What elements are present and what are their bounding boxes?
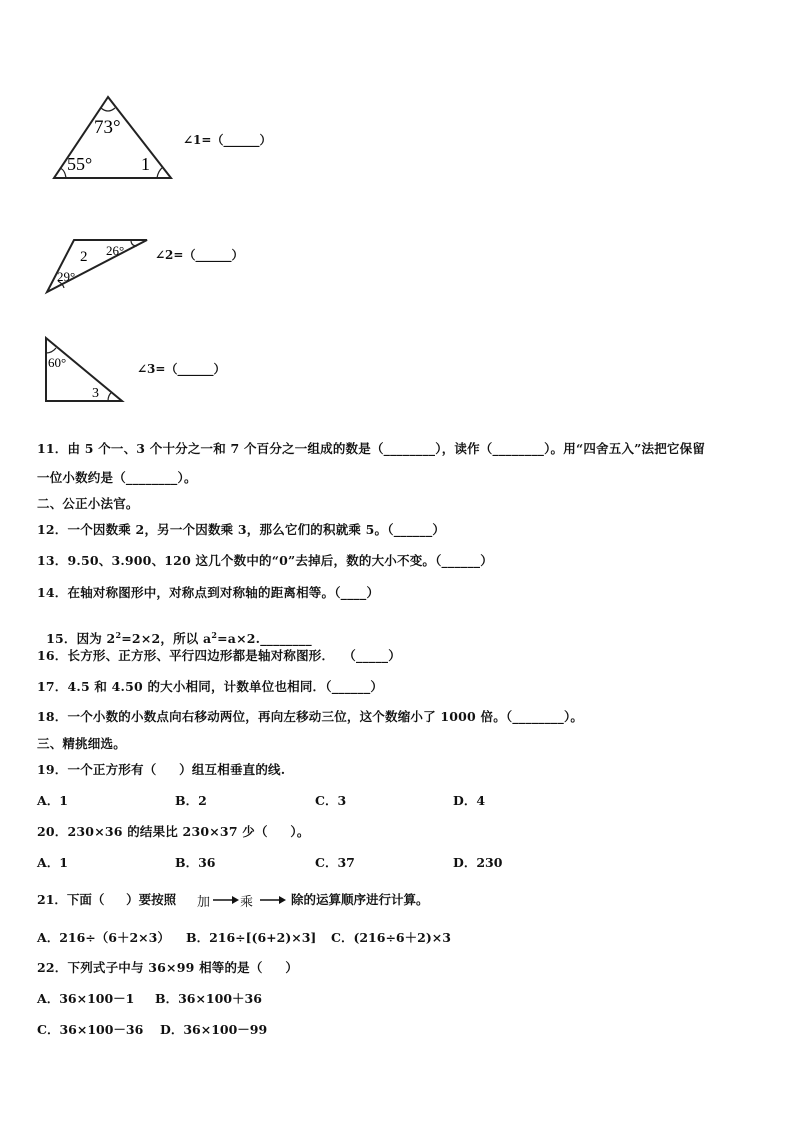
question-21-option-c[interactable]: C．(216÷6＋2)×3 bbox=[331, 930, 451, 945]
triangle-3-drawing bbox=[42, 335, 132, 405]
arrow-right-icon bbox=[212, 895, 240, 905]
question-15-sup-2: 2 bbox=[211, 629, 218, 640]
question-19-option-b[interactable]: B．2 bbox=[175, 793, 207, 808]
question-22-option-d[interactable]: D．36×100－99 bbox=[160, 1022, 268, 1037]
triangle-1-drawing bbox=[46, 92, 186, 192]
question-14: 14．在轴对称图形中，对称点到对称轴的距离相等。（____） bbox=[37, 585, 380, 600]
question-21-op-multiply: 乘 bbox=[240, 895, 254, 910]
triangle-figure-3 bbox=[42, 335, 132, 405]
question-16: 16．长方形、正方形、平行四边形都是轴对称图形． （_____） bbox=[37, 648, 401, 663]
question-15-pre: 15．因为 2 bbox=[46, 631, 116, 646]
triangle-figure-2 bbox=[44, 237, 154, 297]
section-3-heading: 三、精挑细选。 bbox=[37, 736, 126, 751]
question-21-option-a[interactable]: A．216÷（6＋2×3） bbox=[37, 930, 170, 945]
question-20-option-c[interactable]: C．37 bbox=[315, 855, 355, 870]
angle-1-answer: ∠1=（______） bbox=[183, 133, 272, 147]
question-18: 18．一个小数的小数点向右移动两位，再向左移动三位，这个数缩小了 1000 倍。（________）。 bbox=[37, 709, 584, 724]
question-19-stem: 19．一个正方形有（ ）组互相垂直的线. bbox=[37, 762, 286, 777]
angle-3-answer: ∠3=（______） bbox=[137, 362, 226, 376]
question-13: 13．9.50、3.900、120 这几个数中的“0”去掉后，数的大小不变。（______） bbox=[37, 553, 493, 568]
question-21-stem-end: 除的运算顺序进行计算。 bbox=[291, 892, 429, 907]
question-12: 12．一个因数乘 2，另一个因数乘 3，那么它们的积就乘 5。（______） bbox=[37, 522, 446, 537]
triangle-2-right-angle: 26° bbox=[106, 243, 125, 258]
question-20-stem: 20．230×36 的结果比 230×37 少（ ）。 bbox=[37, 824, 310, 839]
question-20-option-a[interactable]: A．1 bbox=[37, 855, 68, 870]
triangle-2-left-angle: 29° bbox=[57, 269, 76, 284]
question-20-option-b[interactable]: B．36 bbox=[175, 855, 216, 870]
triangle-1-top-angle: 73° bbox=[94, 117, 121, 138]
question-21-op-add: 加 bbox=[197, 895, 211, 910]
question-22-stem: 22．下列式子中与 36×99 相等的是（ ） bbox=[37, 960, 299, 975]
question-19-option-a[interactable]: A．1 bbox=[37, 793, 68, 808]
question-20-option-d[interactable]: D．230 bbox=[453, 855, 503, 870]
question-22-option-c[interactable]: C．36×100－36 bbox=[37, 1022, 144, 1037]
question-22-option-a[interactable]: A．36×100－1 bbox=[37, 991, 135, 1006]
question-19-option-d[interactable]: D．4 bbox=[453, 793, 486, 808]
triangle-1-right-label: 1 bbox=[141, 154, 150, 174]
angle-2-answer: ∠2=（______） bbox=[155, 248, 244, 262]
question-21-stem-start: 21．下面（ ）要按照 bbox=[37, 892, 177, 907]
question-15-mid: =2×2，所以 a bbox=[121, 631, 212, 646]
triangle-figure-1 bbox=[46, 92, 186, 192]
question-11-line-2: 一位小数约是（________）。 bbox=[37, 470, 197, 485]
arrow-right-icon bbox=[259, 895, 287, 905]
question-15 bbox=[37, 614, 312, 647]
section-2-heading: 二、公正小法官。 bbox=[37, 496, 139, 511]
question-19-option-c[interactable]: C．3 bbox=[315, 793, 347, 808]
triangle-1-left-angle: 55° bbox=[67, 154, 93, 174]
question-21-option-b[interactable]: B．216÷[(6+2)×3] bbox=[186, 930, 317, 945]
triangle-2-mid-label: 2 bbox=[80, 249, 88, 265]
question-22-option-b[interactable]: B．36×100＋36 bbox=[155, 991, 262, 1006]
triangle-3-right-label: 3 bbox=[92, 386, 99, 401]
question-17: 17．4.5 和 4.50 的大小相同，计数单位也相同．（______） bbox=[37, 679, 384, 694]
triangle-3-corner-angle: 60° bbox=[48, 355, 67, 370]
question-15-post: =a×2.________ bbox=[217, 631, 312, 646]
triangle-2-drawing bbox=[44, 237, 154, 297]
question-11-line-1: 11．由 5 个一、3 个十分之一和 7 个百分之一组成的数是（________），读作（________）。用“四舍五入”法把它保留 bbox=[37, 441, 706, 456]
question-15-sup-1: 2 bbox=[115, 629, 122, 640]
